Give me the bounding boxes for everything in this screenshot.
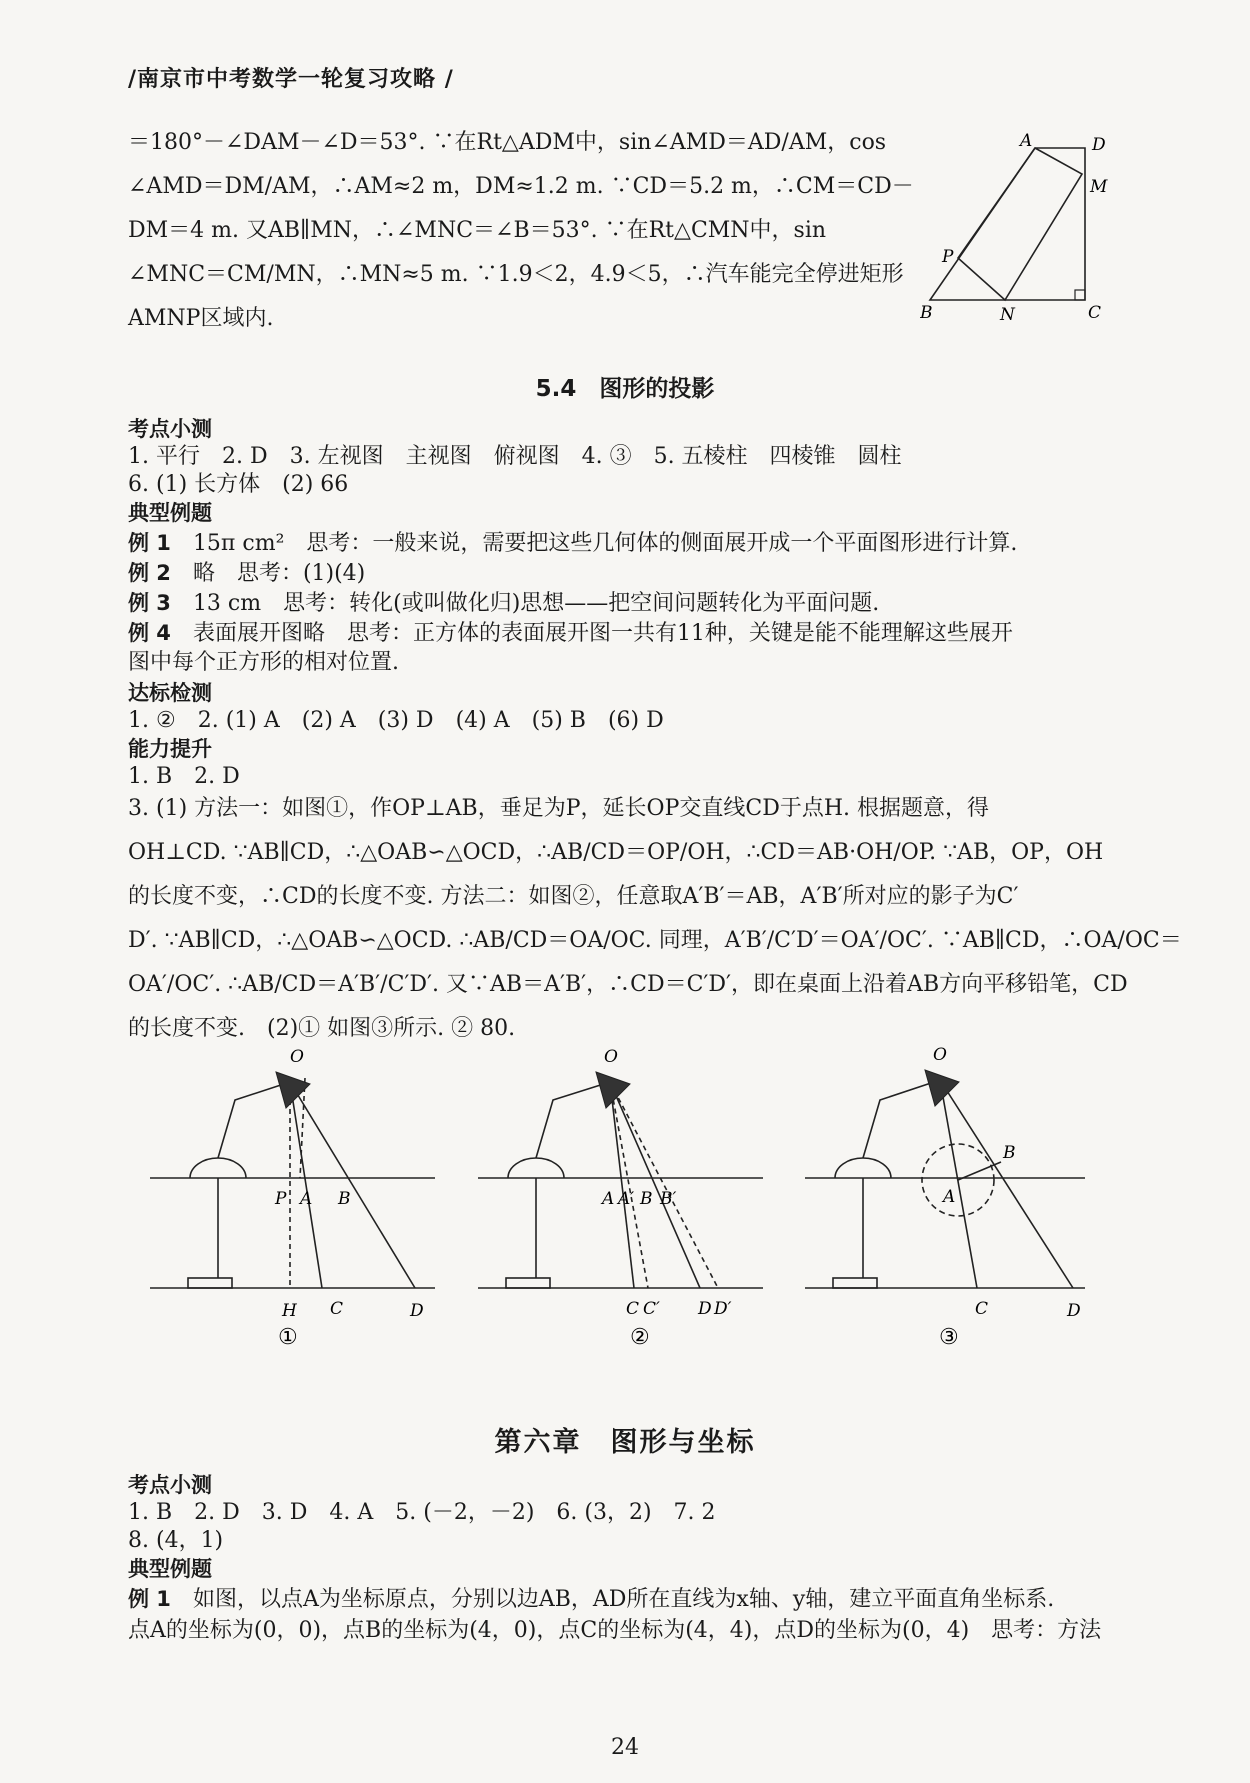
label-C: C	[1088, 303, 1102, 323]
example-1-tag: 例 1	[128, 531, 171, 555]
example-2-text: 略 思考：(1)(4)	[170, 561, 366, 586]
fig3-label-D: D	[1067, 1301, 1081, 1321]
kaodian-label: 考点小测	[128, 417, 212, 441]
fig1-caption: ①	[278, 1325, 298, 1350]
fig3-caption: ③	[939, 1325, 959, 1350]
q3-line-1: 3. (1) 方法一：如图①，作OP⊥AB，垂足为P，延长OP交直线CD于点H. 根据题意，得	[128, 796, 990, 821]
example-4-tag: 例 4	[128, 621, 171, 645]
figure-3-lamp-projection	[805, 1040, 1095, 1350]
nengli-label: 能力提升	[128, 737, 212, 761]
ch6-kaodian-line-1: 1. B 2. D 3. D 4. A 5. (－2，－2) 6. (3，2) 7. 2	[128, 1500, 716, 1525]
q3-line-4: D′. ∵AB∥CD，∴△OAB∽△OCD. ∴AB/CD＝OA/OC. 同理，A′B′/C′D′＝OA′/OC′. ∵AB∥CD，∴OA/OC＝	[128, 928, 1182, 953]
example-2-tag: 例 2	[128, 561, 171, 585]
figure-trapezoid-amnp	[920, 128, 1120, 328]
fig2-label-B: B	[640, 1189, 653, 1209]
fig3-label-A: A	[943, 1187, 956, 1207]
fig2-label-C-prime: C′	[643, 1299, 660, 1319]
example-4-cont: 图中每个正方形的相对位置.	[128, 650, 399, 675]
ch6-kaodian-label: 考点小测	[128, 1473, 212, 1497]
ch6-example-1-tag: 例 1	[128, 1587, 171, 1611]
ch6-kaodian-line-2: 8. (4，1)	[128, 1528, 224, 1553]
dabiao-line: 1. ② 2. (1) A (2) A (3) D (4) A (5) B (6) D	[128, 708, 664, 733]
fig2-label-A-prime: A′	[618, 1189, 635, 1209]
fig1-label-O: O	[290, 1047, 304, 1067]
kaodian-line-2: 6. (1) 长方体 (2) 66	[128, 472, 349, 497]
fig3-label-B: B	[1003, 1143, 1016, 1163]
fig2-label-O: O	[604, 1047, 618, 1067]
fig1-label-C: C	[330, 1299, 344, 1319]
q3-line-2: OH⊥CD. ∵AB∥CD，∴△OAB∽△OCD，∴AB/CD＝OP/OH，∴CD＝AB·OH/OP. ∵AB，OP，OH	[128, 840, 1104, 865]
label-A: A	[1020, 131, 1033, 151]
example-3-text: 13 cm 思考：转化(或叫做化归)思想——把空间问题转化为平面问题.	[170, 591, 880, 616]
example-4-text: 表面展开图略 思考：正方体的表面展开图一共有11种，关键是能不能理解这些展开	[170, 621, 1013, 646]
fig2-label-D-prime: D′	[714, 1299, 732, 1319]
fig2-caption: ②	[630, 1325, 650, 1350]
label-B: B	[920, 303, 933, 323]
q3-line-3: 的长度不变，∴CD的长度不变. 方法二：如图②，任意取A′B′＝AB，A′B′所对应的影子为C′	[128, 884, 1019, 909]
ch6-example-1-text: 如图，以点A为坐标原点，分别以边AB，AD所在直线为x轴、y轴，建立平面直角坐标系.	[170, 1587, 1055, 1612]
dabiao-label: 达标检测	[128, 681, 212, 705]
fig1-label-B: B	[338, 1189, 351, 1209]
prev-solution-line-5: AMNP区域内.	[128, 306, 274, 331]
nengli-line: 1. B 2. D	[128, 764, 240, 789]
fig1-label-P: P	[275, 1189, 287, 1209]
fig2-label-D: D	[698, 1299, 712, 1319]
section-title: 5.4 图形的投影	[535, 376, 715, 402]
ch6-dianxing-label: 典型例题	[128, 1557, 212, 1581]
fig2-label-B-prime: B′	[660, 1189, 677, 1209]
prev-solution-line-3: DM＝4 m. 又AB∥MN，∴∠MNC＝∠B＝53°. ∵在Rt△CMN中，sin	[128, 218, 827, 243]
ch6-example-1	[128, 1582, 1054, 1617]
fig2-label-A: A	[602, 1189, 615, 1209]
example-3-tag: 例 3	[128, 591, 171, 615]
fig3-label-C: C	[975, 1299, 989, 1319]
q3-line-5: OA′/OC′. ∴AB/CD＝A′B′/C′D′. 又∵AB＝A′B′，∴CD＝C′D′，即在桌面上沿着AB方向平移铅笔，CD	[128, 972, 1128, 997]
label-P: P	[942, 247, 954, 267]
label-N: N	[1000, 305, 1015, 325]
ch6-example-1-cont: 点A的坐标为(0，0)，点B的坐标为(4，0)，点C的坐标为(4，4)，点D的坐标为(0，4) 思考：方法	[128, 1618, 1102, 1643]
fig1-label-D: D	[410, 1301, 424, 1321]
prev-solution-line-2: ∠AMD＝DM/AM，∴AM≈2 m，DM≈1.2 m. ∵CD＝5.2 m，∴CM＝CD－	[128, 174, 914, 199]
figure-1-lamp-projection	[150, 1040, 450, 1350]
label-M: M	[1090, 177, 1108, 197]
running-header: /南京市中考数学一轮复习攻略 /	[128, 66, 454, 92]
label-D: D	[1092, 135, 1106, 155]
fig2-label-C: C	[626, 1299, 640, 1319]
fig1-label-H: H	[282, 1301, 297, 1321]
prev-solution-line-1: ＝180°－∠DAM－∠D＝53°. ∵在Rt△ADM中，sin∠AMD＝AD/AM，cos	[128, 130, 887, 155]
fig1-label-A: A	[300, 1189, 313, 1209]
kaodian-line-1: 1. 平行 2. D 3. 左视图 主视图 俯视图 4. ③ 5. 五棱柱 四棱锥 圆柱	[128, 444, 902, 469]
figure-2-lamp-projection	[478, 1040, 778, 1350]
chapter-title: 第六章 图形与坐标	[494, 1427, 756, 1458]
page-number: 24	[611, 1735, 639, 1760]
example-1-text: 15π cm² 思考：一般来说，需要把这些几何体的侧面展开成一个平面图形进行计算.	[170, 531, 1018, 556]
q3-line-6: 的长度不变. (2)① 如图③所示. ② 80.	[128, 1016, 516, 1041]
dianxing-label: 典型例题	[128, 501, 212, 525]
prev-solution-line-4: ∠MNC＝CM/MN，∴MN≈5 m. ∵1.9＜2，4.9＜5，∴汽车能完全停进矩形	[128, 262, 904, 287]
fig3-label-O: O	[933, 1045, 947, 1065]
